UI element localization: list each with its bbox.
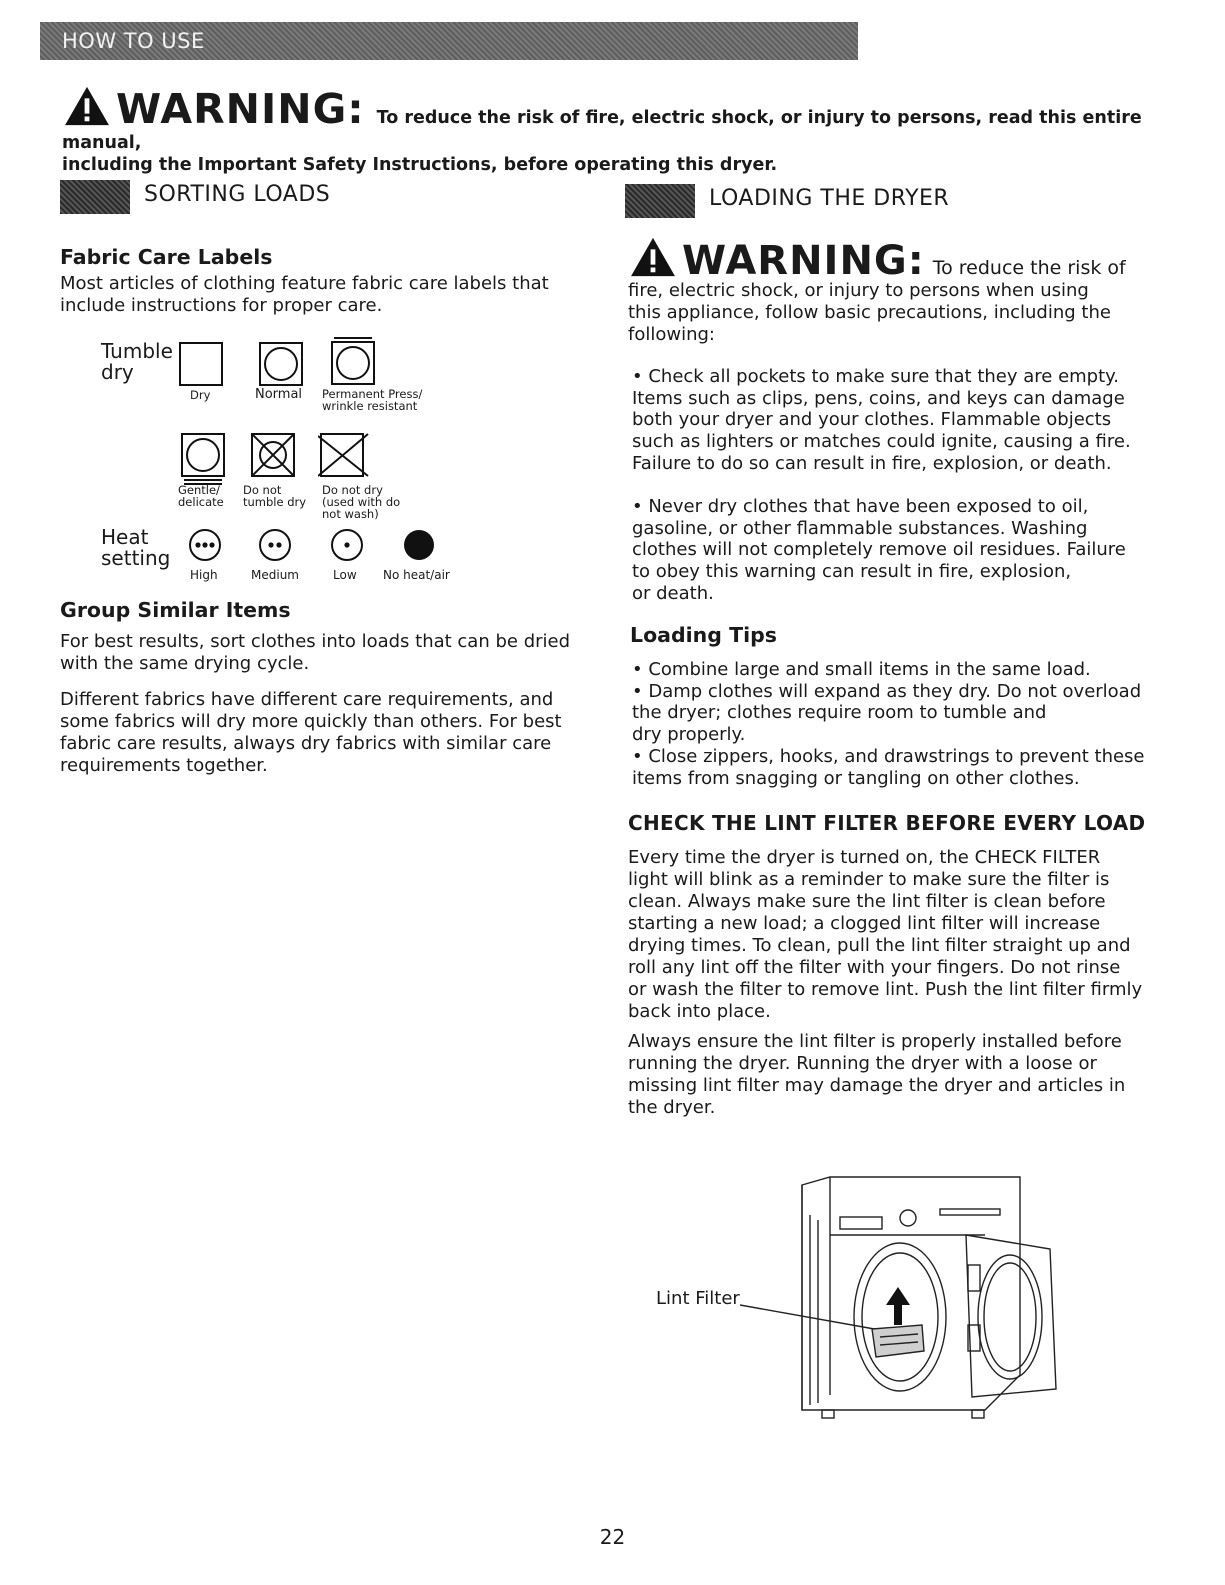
do-not-tumble-dry-icon [250,432,296,478]
caption-do-not-tumble: Do not tumble dry [243,483,307,509]
lint-filter-text: Every time the dryer is turned on, the CHECK FILTER light will blink as a reminder to make sure the filter is clean. Always make sure the lint filter is clean before starting a new load; a clogged lint filter will increase drying times. To clean, pull the lint filter straight up and roll any lint off the filter with your fingers. Do not rinse or wash the filter to remove lint. Push the lint filter firmly back into place. [628,847,1143,1022]
section-title: SORTING LOADS [144,182,331,207]
gentle-delicate-icon [180,432,226,486]
dryer-illustration [740,1175,1070,1420]
group-fabrics-text: Different fabrics have different care requirements, and some fabrics will dry more quickly than others. For best fabric care results, always dry fabrics with similar care requirements together. [60,689,562,776]
tumble-normal-icon [258,341,304,387]
top-warning [62,85,1182,175]
loading-warning-text: fire, electric shock, or injury to persons when using this appliance, follow basic precautions, including the following: [628,280,1111,345]
group-similar-heading: Group Similar Items [60,598,291,622]
caption-gentle: Gentle/ delicate [178,483,224,509]
section-loading-dryer [625,184,1145,218]
caption-high: High [190,568,218,582]
fabric-care-text: Most articles of clothing feature fabric care labels that include instructions for proper care. [60,273,549,316]
heat-medium-icon [258,528,292,562]
loading-tips-list: • Combine large and small items in the same load. • Damp clothes will expand as they dry. Do not overload the dryer; clothes require room to tumble and dry properly. • Close zippers, hooks, and drawstrings to prevent these items from snagging or tangling on other clothes. [632,659,1145,789]
section-title: LOADING THE DRYER [709,186,950,211]
tumble-dry-label: Tumble dry [101,339,173,384]
section-sorting-loads [60,180,510,214]
warning-triangle-icon [62,85,112,127]
section-bar [60,180,130,214]
warning-lead: To reduce the risk of [932,257,1126,279]
lint-filter-heading: CHECK THE LINT FILTER BEFORE EVERY LOAD [628,811,1146,835]
warning-line1: To reduce the risk of fire, electric shock, or injury to persons, read this entire manual, [62,108,1142,153]
caption-low: Low [333,568,357,582]
do-not-dry-icon [318,432,370,478]
warning-word: WARNING: [682,238,925,284]
heat-setting-label: Heat setting [101,525,171,570]
header-band [40,22,858,60]
dry-symbol-icon [178,341,224,387]
caption-do-not-dry: Do not dry (used with do not wash) [322,483,401,521]
bullet-never-dry-oil: • Never dry clothes that have been exposed to oil, gasoline, or other flammable substances. Washing clothes will not completely remove oil residues. Failure to obey this warning can result in fire, explosion, or death. [632,496,1126,604]
fabric-care-heading: Fabric Care Labels [60,245,273,269]
warning-word: WARNING: [116,85,365,133]
section-bar [625,184,695,218]
lint-filter-label: Lint Filter [656,1288,740,1309]
heat-high-icon [188,528,222,562]
group-similar-text: For best results, sort clothes into loads that can be dried with the same drying cycle. [60,631,571,674]
caption-permanent-press: Permanent Press/ wrinkle resistant [322,387,423,413]
caption-normal: Normal [255,387,303,402]
heat-none-icon [402,528,436,562]
lint-filter-install-text: Always ensure the lint filter is properly installed before running the dryer. Running the dryer with a loose or missing lint filter may damage the dryer and articles in the dryer. [628,1031,1126,1118]
loading-warning [628,236,1148,284]
tumble-permanent-press-icon [330,336,376,386]
warning-triangle-icon [628,236,678,278]
page-number: 22 [599,1525,626,1549]
bullet-check-pockets: • Check all pockets to make sure that they are empty. Items such as clips, pens, coins, and keys can damage both your dryer and your clothes. Flammable objects such as lighters or matches could ignite, causing a fire. Failure to do so can result in fire, explosion, or death. [632,366,1131,474]
caption-no-heat: No heat/air [383,568,450,582]
header-label: HOW TO USE [62,29,205,53]
loading-tips-heading: Loading Tips [630,623,777,647]
caption-medium: Medium [251,568,299,582]
warning-line2: including the Important Safety Instructions, before operating this dryer. [62,155,778,175]
caption-dry: Dry [190,388,211,402]
heat-low-icon [330,528,364,562]
